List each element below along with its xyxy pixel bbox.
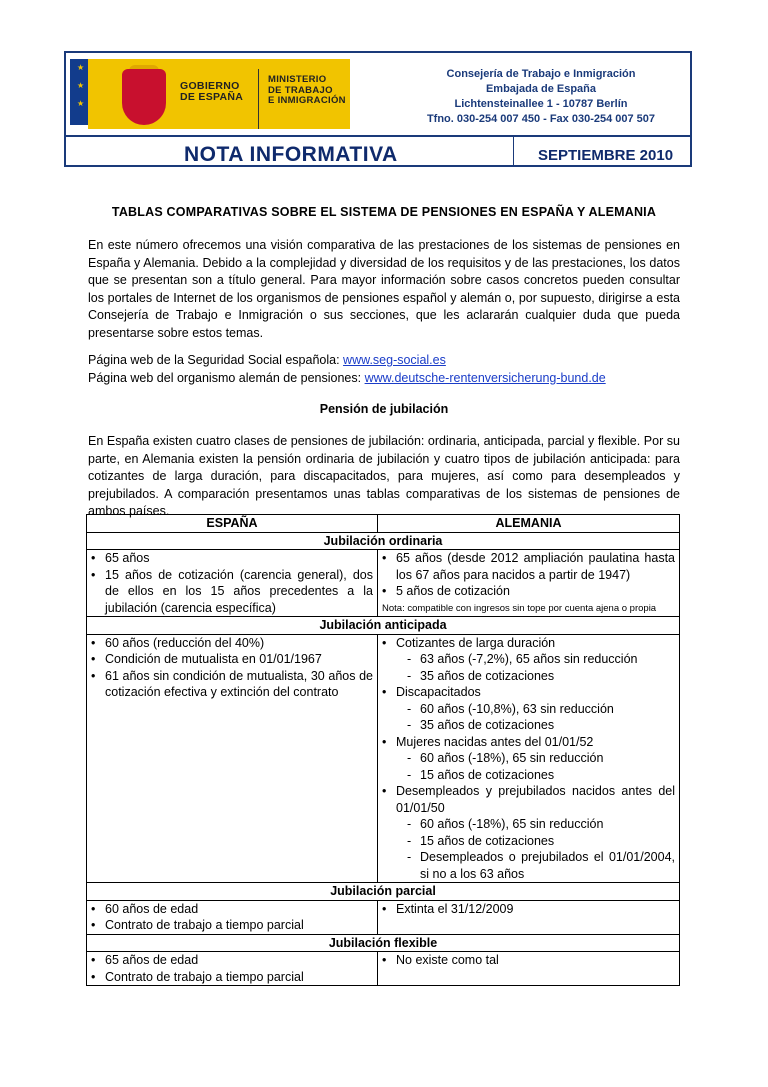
logo-gobierno-text: GOBIERNO DE ESPAÑA (180, 80, 244, 103)
spain-cell (87, 634, 378, 883)
list-item: • Condición de mutualista en 01/01/1967 (91, 651, 373, 668)
sub-item: - 15 años de cotizaciones (404, 833, 675, 850)
table-note: Nota: compatible con ingresos sin tope por cuenta ajena o propia (382, 602, 657, 614)
sub-item: - 15 años de cotizaciones (404, 767, 675, 784)
link-line-seg-social (88, 352, 680, 370)
list-item: • 61 años sin condición de mutualista, 30 años de cotización efectiva y extinción del contrato (91, 668, 373, 701)
list-item: • 65 años de edad (91, 952, 373, 969)
list-item: • Extinta el 31/12/2009 (382, 901, 675, 918)
germany-cell (378, 900, 680, 934)
list-item: • Contrato de trabajo a tiempo parcial (91, 969, 373, 986)
table-row (87, 900, 680, 934)
section-flexible-title: Jubilación flexible (87, 934, 680, 952)
column-header-spain: ESPAÑA (87, 515, 378, 533)
section-row (87, 934, 680, 952)
sub-item: - 63 años (-7,2%), 65 años sin reducción (404, 651, 675, 668)
table-row (87, 952, 680, 986)
link-label: Página web del organismo alemán de pensiones: (88, 370, 365, 385)
spain-cell (87, 900, 378, 934)
list-item (382, 783, 675, 882)
list-item: • No existe como tal (382, 952, 675, 969)
table-row (87, 550, 680, 617)
drv-link[interactable]: www.deutsche-rentenversicherung-bund.de (364, 370, 606, 385)
list-item: • 65 años (desde 2012 ampliación paulatina hasta los 67 años para nacidos a partir de 1947) (382, 550, 675, 583)
eu-flag-strip (70, 59, 90, 125)
contact-phone: Tfno. 030-254 007 450 - Fax 030-254 007 507 (426, 113, 656, 125)
sub-item: - 35 años de cotizaciones (404, 717, 675, 734)
page-title: NOTA INFORMATIVA (184, 143, 398, 166)
letterhead-top (66, 53, 690, 137)
contact-address: Lichtensteinallee 1 - 10787 Berlín (454, 98, 628, 110)
contact-block (396, 67, 686, 127)
publication-date: SEPTIEMBRE 2010 (538, 147, 674, 164)
germany-cell (378, 550, 680, 617)
list-item: • Contrato de trabajo a tiempo parcial (91, 917, 373, 934)
section-row (87, 617, 680, 635)
list-item: • 60 años (reducción del 40%) (91, 635, 373, 652)
sub-item: - Desempleados o prejubilados el 01/01/2004, si no a los 63 años (404, 849, 675, 882)
logo-divider (258, 69, 259, 129)
section-anticipada-title: Jubilación anticipada (87, 617, 680, 635)
group-label: Mujeres nacidas antes del 01/01/52 (396, 734, 594, 749)
link-line-drv (88, 370, 680, 388)
eu-star-icon: ★ (77, 81, 85, 90)
document-heading: TABLAS COMPARATIVAS SOBRE EL SISTEMA DE PENSIONES EN ESPAÑA Y ALEMANIA (111, 205, 657, 219)
government-logo (88, 59, 350, 129)
section-title: Pensión de jubilación (319, 402, 449, 416)
table-row (87, 634, 680, 883)
spain-cell (87, 550, 378, 617)
links-block (88, 352, 680, 387)
eu-star-icon: ★ (77, 63, 85, 72)
title-separator (513, 137, 514, 167)
seg-social-link[interactable]: www.seg-social.es (343, 353, 446, 367)
list-item: • 5 años de cotización (382, 583, 675, 600)
list-item (382, 734, 675, 784)
eu-star-icon: ★ (77, 99, 85, 108)
list-item (382, 684, 675, 734)
sub-item: - 60 años (-18%), 65 sin reducción (404, 816, 675, 833)
section-ordinaria-title: Jubilación ordinaria (87, 532, 680, 550)
contact-office: Consejería de Trabajo e Inmigración (446, 68, 636, 80)
spain-cell (87, 952, 378, 986)
list-item: • 15 años de cotización (carencia general), dos de ellos en los 15 años precedentes a la jubilación (carencia específica) (91, 567, 373, 617)
logo-ministerio-text: MINISTERIO DE TRABAJO E INMIGRACIÓN (268, 74, 346, 106)
sub-item: - 60 años (-10,8%), 63 sin reducción (404, 701, 675, 718)
group-label: Discapacitados (396, 685, 481, 699)
germany-cell (378, 634, 680, 883)
sub-item: - 60 años (-18%), 65 sin reducción (404, 750, 675, 767)
group-label: Desempleados y prejubilados nacidos antes del 01/01/50 (396, 784, 675, 815)
contact-embassy: Embajada de España (485, 83, 597, 95)
section-row (87, 532, 680, 550)
coat-of-arms-icon (122, 69, 166, 125)
comparison-table (86, 514, 680, 986)
list-item (382, 635, 675, 685)
germany-cell (378, 952, 680, 986)
link-label: Página web de la Seguridad Social española: (88, 353, 344, 367)
list-item: • 60 años de edad (91, 901, 373, 918)
list-item: • 65 años (91, 550, 373, 567)
section-parcial-title: Jubilación parcial (87, 883, 680, 901)
letterhead (64, 51, 692, 167)
group-label: Cotizantes de larga duración (396, 635, 556, 650)
intro-paragraph: En este número ofrecemos una visión comparativa de las prestaciones de los sistemas de pensiones en España y Alemania. Debido a la complejidad y diversidad de los requisitos y de las prestaciones, los datos que se presentan son a título general. Para mayor información sobre casos concretos pueden consultar los portales de Internet de los organismos de pensiones español y alemán o, por supuesto, dirigirse a esta Consejería de Trabajo e Inmigración o sus secciones, que les aclararán cualquier duda que pueda presentarse sobre estos temas. (88, 238, 680, 340)
section-row (87, 883, 680, 901)
section-paragraph: En España existen cuatro clases de pensiones de jubilación: ordinaria, anticipada, parcial y flexible. Por su parte, en Alemania existen la pensión ordinaria de jubilación y cuatro tipos de jubilación anticipada: para cotizantes de larga duración, para discapacitados, para mujeres, así como para desempleados y prejubilados. A comparación presentamos unas tablas comparativas de los sistemas de pensiones de ambos países. (88, 434, 680, 518)
sub-item: - 35 años de cotizaciones (404, 668, 675, 685)
table-header-row (87, 515, 680, 533)
column-header-germany: ALEMANIA (378, 515, 680, 533)
